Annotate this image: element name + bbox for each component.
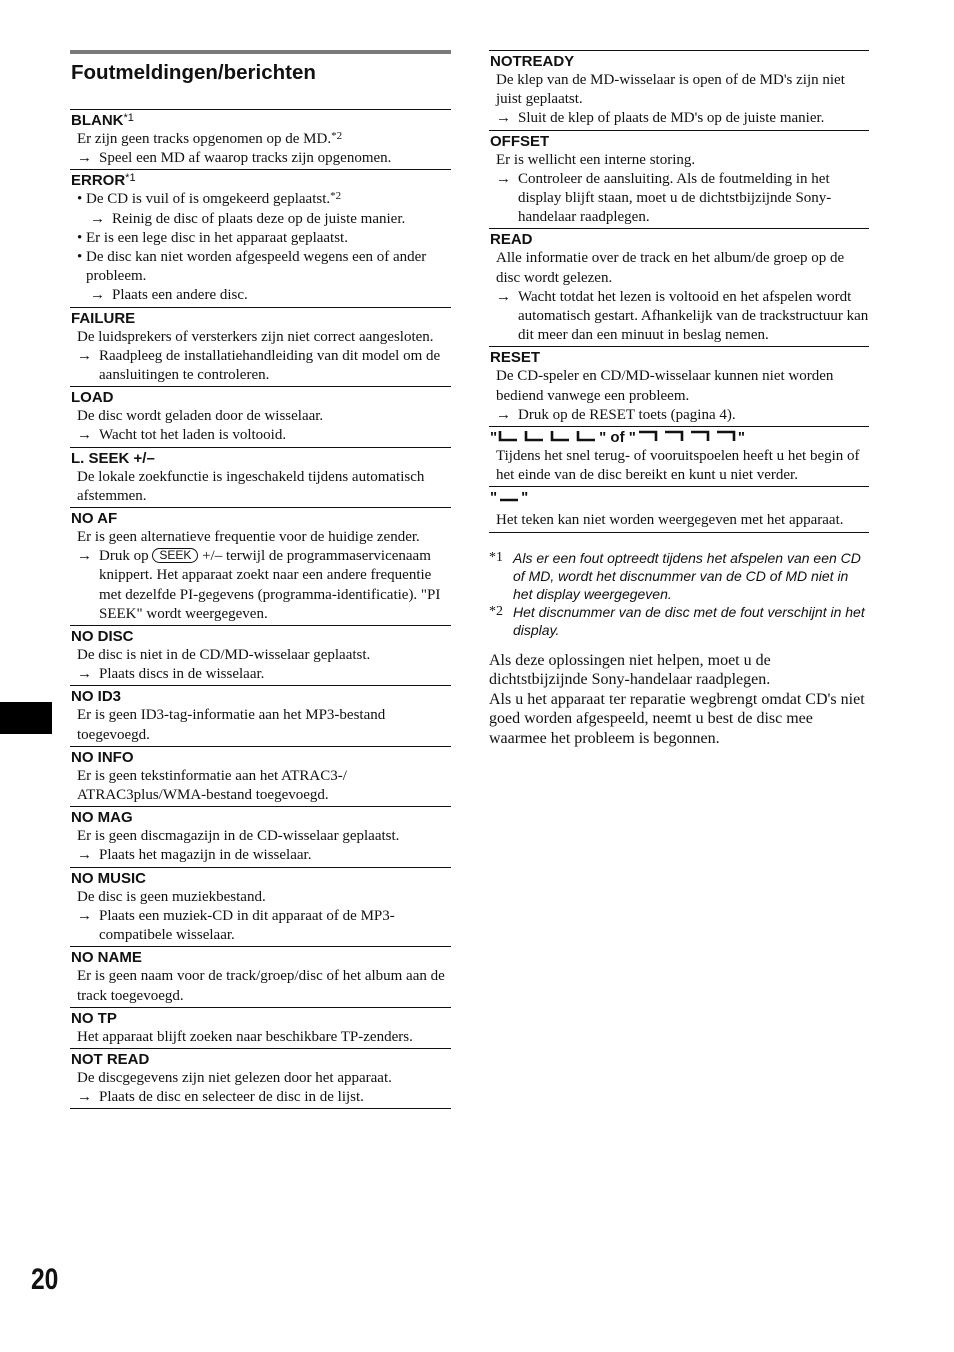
page-title: Foutmeldingen/berichten bbox=[71, 61, 316, 84]
disc-end-symbol-icon bbox=[636, 429, 738, 443]
entry-nomag bbox=[70, 806, 451, 866]
entry-text: Er is geen alternatieve frequentie voor de huidige zender. bbox=[77, 529, 420, 546]
entry-remedy: → Reinig de disc of plaats deze op de juiste manier. bbox=[70, 210, 451, 229]
entry-title: FAILURE bbox=[71, 309, 136, 327]
entry-title: NO NAME bbox=[71, 949, 142, 967]
entry-title: " " bbox=[490, 489, 529, 507]
entry-remedy: → Plaats discs in de wisselaar. bbox=[70, 665, 451, 684]
entry-text: De klep van de MD-wisselaar is open of de MD's zijn niet juist geplaatst. bbox=[496, 72, 845, 108]
entry-title: LOAD bbox=[71, 389, 114, 407]
seek-button-icon: SEEK bbox=[152, 548, 198, 563]
list-item: • Er is een lege disc in het apparaat geplaatst. bbox=[70, 229, 451, 248]
entry-remedy: → Controleer de aansluiting. Als de foutmelding in het display blijft staan, moet u de dichtstbijzijnde Sony-handelaar raadplegen. bbox=[496, 170, 832, 226]
arrow-icon: → bbox=[90, 287, 105, 304]
entry-nodisc bbox=[70, 625, 451, 685]
entry-load bbox=[70, 386, 451, 446]
bullet-icon: • bbox=[77, 229, 83, 246]
section-tab-marker bbox=[0, 702, 52, 734]
arrow-icon: → bbox=[77, 548, 92, 565]
arrow-icon: → bbox=[77, 150, 92, 167]
entry-blank bbox=[70, 109, 451, 169]
entry-noname bbox=[70, 946, 451, 1006]
entry-remedy: → Plaats een muziek-CD in dit apparaat of de MP3-compatibele wisselaar. bbox=[77, 907, 395, 944]
entry-nomusic bbox=[70, 867, 451, 947]
footnote: *2 Het discnummer van de disc met de fout verschijnt in het display. bbox=[489, 603, 865, 638]
entry-text: De CD-speler en CD/MD-wisselaar kunnen niet worden bediend vanwege een probleem. bbox=[496, 368, 834, 404]
entry-title: NO MAG bbox=[71, 809, 133, 827]
entry-failure bbox=[70, 307, 451, 387]
entry-title: " " of " " bbox=[490, 429, 745, 447]
entry-title: NO MUSIC bbox=[71, 869, 146, 887]
entry-notread bbox=[70, 1048, 451, 1109]
list-item: • De CD is vuil of is omgekeerd geplaatst.$^{*2}$ bbox=[70, 190, 451, 209]
entry-text: De disc is geen muziekbestand. bbox=[77, 888, 266, 905]
entry-text: Alle informatie over de track en het album/de groep op de disc wordt gelezen. bbox=[496, 250, 845, 286]
entry-text: Het apparaat blijft zoeken naar beschikbare TP-zenders. bbox=[77, 1028, 413, 1045]
entry-title: NO DISC bbox=[71, 628, 134, 646]
right-column bbox=[489, 50, 869, 748]
arrow-icon: → bbox=[496, 110, 511, 127]
entry-remedy: → Wacht totdat het lezen is voltooid en het afspelen wordt automatisch gestart. Afhankelijk van de trackstructuur kan dit meer dan een minuut in beslag nemen. bbox=[496, 288, 869, 344]
entry-text: Er is geen ID3-tag-informatie aan het MP3-bestand toegevoegd. bbox=[77, 707, 386, 743]
entry-text: Het teken kan niet worden weergegeven met het apparaat. bbox=[496, 512, 844, 529]
arrow-icon: → bbox=[77, 847, 92, 864]
entry-title: NO TP bbox=[71, 1009, 117, 1027]
disc-begin-symbol-icon bbox=[497, 429, 599, 443]
arrow-icon: → bbox=[496, 406, 511, 423]
entry-title: NO AF bbox=[71, 510, 118, 528]
arrow-icon: → bbox=[496, 170, 511, 187]
entry-noaf bbox=[70, 507, 451, 625]
entry-title: L. SEEK +/– bbox=[71, 449, 155, 467]
entry-title: BLANK$^{*1}$ bbox=[71, 112, 134, 129]
entry-remedy: → Plaats een andere disc. bbox=[70, 286, 451, 305]
closing-paragraph: Als u het apparaat ter reparatie wegbrengt omdat CD's niet goed worden afgespeeld, neemt u best de disc mee waarmee het probleem is begonnen. bbox=[489, 690, 865, 747]
entry-title: RESET bbox=[490, 349, 541, 367]
entry-text: De discgegevens zijn niet gelezen door het apparaat. bbox=[77, 1069, 392, 1086]
entry-text: De lokale zoekfunctie is ingeschakeld tijdens automatisch afstemmen. bbox=[77, 468, 425, 504]
entry-title: ERROR$^{*1}$ bbox=[71, 172, 136, 190]
entry-error bbox=[70, 169, 451, 306]
arrow-icon: → bbox=[77, 347, 92, 364]
entry-noid3 bbox=[70, 685, 451, 745]
entry-underscore bbox=[489, 486, 869, 532]
entry-title: OFFSET bbox=[490, 132, 550, 150]
entry-title: READ bbox=[490, 231, 533, 249]
entry-title: NOT READ bbox=[71, 1050, 150, 1068]
entry-remedy: → Druk op SEEK +/– terwijl de programmaservicenaam knippert. Het apparaat zoekt naar een andere frequentie met dezelfde PI-gegevens (programma-identificatie). "PI SEEK" wordt weergegeven. bbox=[77, 548, 441, 622]
arrow-icon: → bbox=[77, 1089, 92, 1106]
entry-remedy: → Plaats het magazijn in de wisselaar. bbox=[70, 846, 451, 865]
entry-scroll-limit bbox=[489, 426, 869, 486]
footnote: *1 Als er een fout optreedt tijdens het afspelen van een CD of MD, wordt het discnummer van de CD of MD niet in het display weergegeven. bbox=[489, 549, 861, 602]
entry-text: Er is geen tekstinformatie aan het ATRAC3-/ ATRAC3plus/WMA-bestand toegevoegd. bbox=[77, 767, 347, 804]
entry-noinfo bbox=[70, 746, 451, 806]
arrow-icon: → bbox=[77, 907, 92, 924]
list-item: • De disc kan niet worden afgespeeld wegens een of ander probleem. bbox=[77, 249, 427, 285]
arrow-icon: → bbox=[77, 427, 92, 444]
entry-remedy: → Sluit de klep of plaats de MD's op de juiste manier. bbox=[489, 109, 869, 128]
entry-offset bbox=[489, 130, 869, 229]
title-rule bbox=[70, 50, 451, 54]
entry-remedy: → Raadpleeg de installatiehandleiding van dit model om de aansluitingen te controleren. bbox=[77, 347, 441, 384]
entry-remedy: → Speel een MD af waarop tracks zijn opgenomen. bbox=[70, 149, 451, 168]
entry-text: Er is geen discmagazijn in de CD-wisselaar geplaatst. bbox=[77, 828, 400, 845]
entry-text: Er zijn geen tracks opgenomen op de MD.$^{*2}$ bbox=[77, 130, 343, 147]
entry-text: Er is wellicht een interne storing. bbox=[496, 151, 696, 168]
left-column bbox=[70, 50, 451, 1109]
entry-text: De disc is niet in de CD/MD-wisselaar geplaatst. bbox=[77, 647, 371, 664]
entry-remedy: → Druk op de RESET toets (pagina 4). bbox=[489, 406, 869, 425]
entry-lseek bbox=[70, 447, 451, 507]
entry-reset bbox=[489, 346, 869, 426]
arrow-icon: → bbox=[496, 288, 511, 305]
bullet-icon: • bbox=[77, 191, 83, 208]
entry-text: Tijdens het snel terug- of vooruitspoelen heeft u het begin of het einde van de disc bereikt en kunt u niet verder. bbox=[496, 448, 860, 484]
closing-text bbox=[489, 651, 869, 749]
entry-text: De disc wordt geladen door de wisselaar. bbox=[77, 408, 324, 425]
entry-read bbox=[489, 228, 869, 346]
entry-text: Er is geen naam voor de track/groep/disc of het album aan de track toegevoegd. bbox=[77, 968, 445, 1004]
entry-remedy: → Wacht tot het laden is voltooid. bbox=[70, 426, 451, 445]
entry-notready bbox=[489, 51, 869, 130]
closing-paragraph: Als deze oplossingen niet helpen, moet u de dichtstbijzijnde Sony-handelaar raadplegen. bbox=[489, 651, 771, 689]
arrow-icon: → bbox=[77, 666, 92, 683]
arrow-icon: → bbox=[90, 210, 105, 227]
underscore-symbol-icon bbox=[497, 489, 521, 503]
entry-title: NO INFO bbox=[71, 748, 134, 766]
bullet-icon: • bbox=[77, 249, 83, 266]
entry-remedy: → Plaats de disc en selecteer de disc in de lijst. bbox=[70, 1088, 451, 1107]
entry-title: NO ID3 bbox=[71, 688, 122, 706]
footnotes bbox=[489, 549, 869, 639]
page-number: 20 bbox=[31, 1263, 59, 1296]
entry-text: De luidsprekers of versterkers zijn niet correct aangesloten. bbox=[77, 328, 434, 345]
entry-notp bbox=[70, 1007, 451, 1048]
entry-title: NOTREADY bbox=[490, 53, 575, 70]
